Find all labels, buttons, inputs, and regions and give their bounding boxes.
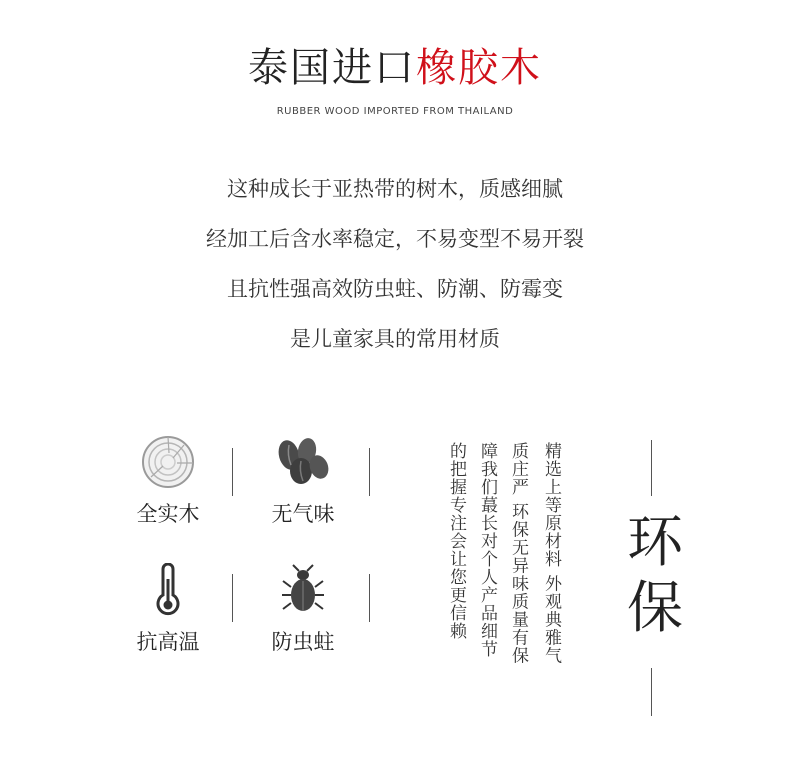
wood-log-icon — [108, 432, 228, 492]
vertical-text-column: 障我们蕞长对个人产品细节 — [477, 442, 497, 658]
feature-heat-resistant — [108, 560, 228, 656]
feature-label: 无气味 — [271, 502, 335, 526]
big-word-line-top — [651, 440, 652, 496]
description-line: 这种成长于亚热带的树木，质感细腻 — [227, 177, 563, 201]
big-word-line-bottom — [651, 668, 652, 716]
page-title — [0, 40, 790, 96]
description-line: 且抗性强高效防虫蛀、防潮、防霉变 — [227, 277, 563, 301]
feature-label: 抗高温 — [136, 630, 200, 654]
thermometer-icon — [108, 560, 228, 620]
feature-divider — [232, 574, 233, 622]
vertical-text-column: 精选上等原材料 外观典雅气 — [541, 442, 561, 665]
title-red: 橡胶木 — [416, 45, 542, 91]
beans-icon — [243, 432, 363, 492]
feature-label: 防虫蛀 — [271, 630, 335, 654]
big-word: 环保 — [627, 510, 683, 641]
page-subtitle: RUBBER WOOD IMPORTED FROM THAILAND — [276, 106, 514, 117]
description-line: 经加工后含水率稳定，不易变型不易开裂 — [206, 227, 584, 251]
feature-divider — [369, 448, 370, 496]
vertical-text-column: 的把握专注会让您更信赖 — [446, 442, 466, 640]
feature-label: 全实木 — [136, 502, 200, 526]
bug-icon — [243, 560, 363, 620]
title-black: 泰国进口 — [248, 45, 416, 91]
feature-divider — [369, 574, 370, 622]
description-block — [0, 164, 790, 364]
feature-solid-wood — [108, 432, 228, 528]
feature-no-odor — [243, 432, 363, 528]
vertical-text-column: 质庄严 环保无异味质量有保 — [508, 442, 528, 665]
description-line: 是儿童家具的常用材质 — [290, 327, 500, 351]
feature-insect-proof — [243, 560, 363, 656]
feature-divider — [232, 448, 233, 496]
